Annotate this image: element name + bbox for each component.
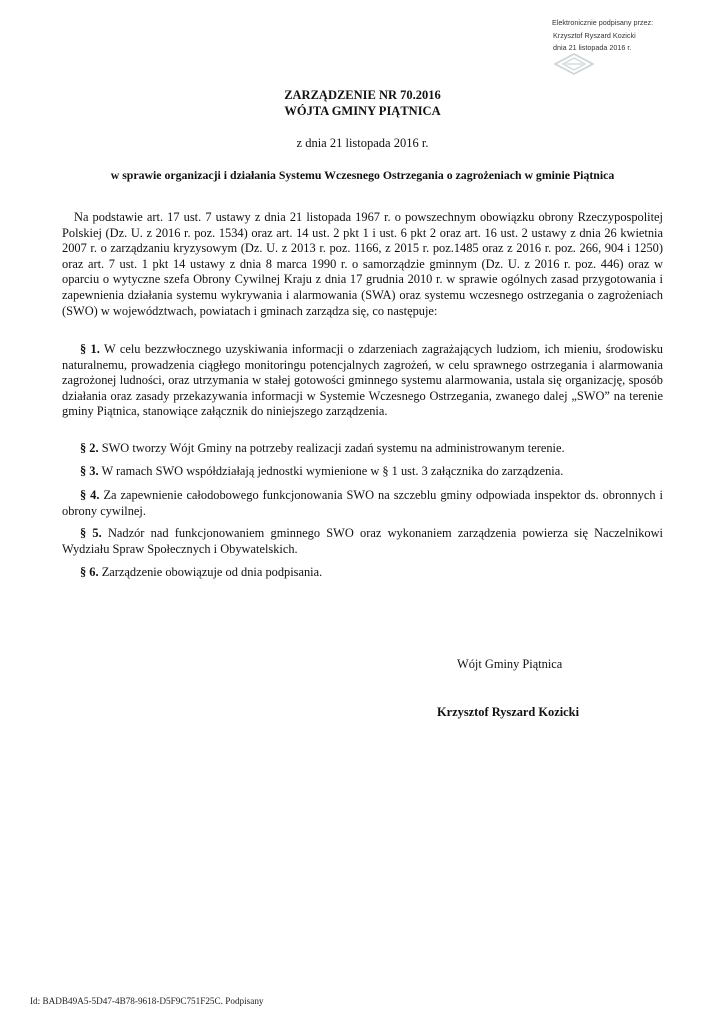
paragraph-3 (62, 464, 663, 480)
electronic-signature-stamp (552, 17, 702, 55)
preamble (62, 210, 663, 319)
document-subject: w sprawie organizacji i działania Systemu Wczesnego Ostrzegania o zagrożeniach w gminie Piątnica (110, 168, 615, 182)
paragraph-text: SWO tworzy Wójt Gminy na potrzeby realizacji zadań systemu na administrowanym terenie. (98, 441, 565, 455)
document-date: z dnia 21 listopada 2016 r. (296, 136, 429, 150)
section-mark: § 5. (80, 526, 102, 540)
section-mark: § 2. (80, 441, 99, 455)
section-mark: § 6. (80, 565, 99, 579)
paragraph-4 (62, 488, 663, 519)
section-mark: § 3. (80, 464, 99, 478)
signature-stamp-date: dnia 21 listopada 2016 r. (553, 43, 632, 52)
paragraph-2 (62, 441, 663, 457)
signature-stamp-line: Elektronicznie podpisany przez: (552, 18, 654, 27)
paragraph-5 (62, 526, 663, 557)
signer-name: Krzysztof Ryszard Kozicki (437, 705, 580, 719)
preamble-text: Na podstawie art. 17 ust. 7 ustawy z dnia 21 listopada 1967 r. o powszechnym obowiązku obrony Rzeczypospolitej Polskiej (Dz. U. z 2016 r. poz. 1534) oraz art. 14 ust. 2 pkt 1 i ust. 6 pkt 2 oraz art. 16 ust. 2 ustawy z dnia 26 kwietnia 2007 r. o zarządzaniu kryzysowym (Dz. U. z 2013 r. poz. 1166, z 2015 r. poz.1485 oraz z 2016 r. poz. 266, 904 i 1250) oraz art. 7 ust. 1 pkt 14 ustawy z dnia 8 marca 1990 r. o samorządzie gminnym (Dz. U. z 2016 r. poz. 446) oraz w oparciu o wytyczne szefa Obrony Cywilnej Kraju z dnia 17 grudnia 2010 r. w sprawie ogólnych zasad przygotowania i zapewnienia działania systemu wykrywania i alarmowania (SWA) oraz systemu wczesnego ostrzegania o zagrożeniach (SWO) w województwach, powiatach i gminach zarządza się, co następuje: (62, 210, 663, 318)
document-id-footer: Id: BADB49A5-5D47-4B78-9618-D5F9C751F25C. Podpisany (30, 996, 264, 1006)
signature-stamp-signer: Krzysztof Ryszard Kozicki (553, 30, 636, 40)
section-mark: § 1. (80, 342, 100, 356)
paragraph-text: W celu bezzwłocznego uzyskiwania informacji o zdarzeniach zagrażających ludziom, ich mieniu, środowisku naturalnemu, prowadzenia ciągłego monitoringu potencjalnych zagrożeń, w celu sprawnego ostrzegania i alarmowania zagrożonej ludności, oraz utrzymania w stałej gotowości gminnego systemu alarmowania, ustala się organizację, sposób działania oraz zasady przekazywania informacji w Systemie Wczesnego Ostrzegania, zwanego dalej „SWO” na terenie gminy Piątnica, stanowiące załącznik do niniejszego zarządzenia. (62, 342, 663, 419)
document-issuer: WÓJTA GMINY PIĄTNICA (284, 104, 441, 118)
paragraph-text: W ramach SWO współdziałają jednostki wymienione w § 1 ust. 3 załącznika do zarządzenia. (98, 464, 564, 478)
paragraph-6 (62, 565, 663, 581)
paragraph-text: Za zapewnienie całodobowego funkcjonowania SWO na szczeblu gminy odpowiada inspektor ds. obronnych i obrony cywilnej. (62, 488, 663, 518)
signature-logo-icon (554, 53, 594, 75)
paragraph-text: Nadzór nad funkcjonowaniem gminnego SWO oraz wykonaniem zarządzenia powierza się Naczelnikowi Wydziału Spraw Społecznych i Obywatelskich. (62, 526, 663, 556)
paragraph-1 (62, 342, 663, 420)
signer-title: Wójt Gminy Piątnica (457, 657, 563, 671)
paragraph-text: Zarządzenie obowiązuje od dnia podpisania. (98, 565, 323, 579)
section-mark: § 4. (80, 488, 100, 502)
document-title: ZARZĄDZENIE NR 70.2016 (284, 88, 441, 102)
